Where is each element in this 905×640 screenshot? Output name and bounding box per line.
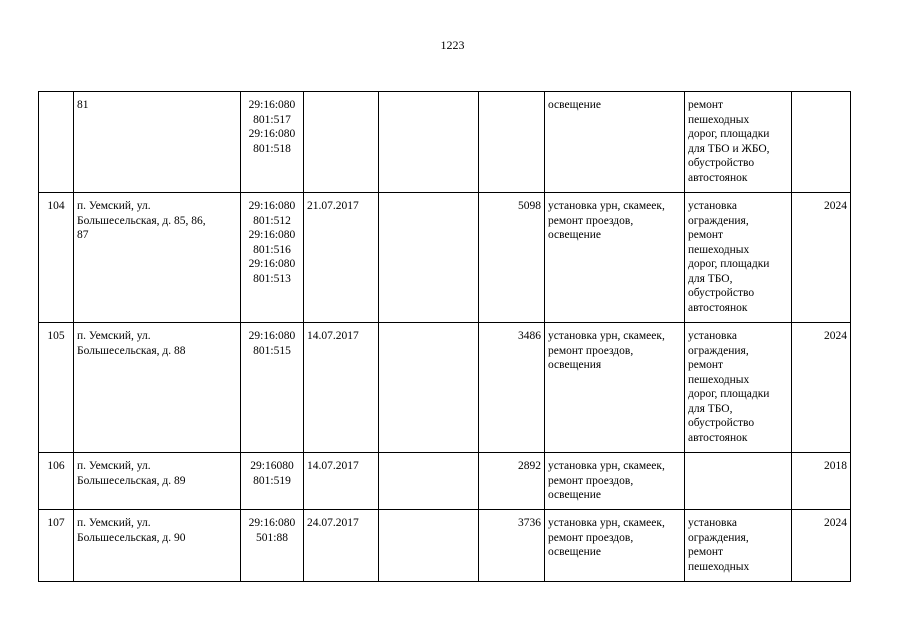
cell-additional-works-line: для ТБО,: [688, 272, 733, 285]
cell-additional-works-line: дорог, площадки: [688, 258, 770, 270]
cell-year: 2024: [792, 193, 851, 323]
cell-additional-works-line: обустройство: [688, 287, 755, 299]
cell-additional-works-line: обустройство: [688, 157, 755, 169]
cell-cadastral-number-line: 29:16:080: [248, 258, 296, 270]
cell-additional-works-line: установка: [688, 517, 737, 529]
cell-additional-works-line: дорог, площадки: [688, 128, 770, 140]
cell-planned-works-line: освещение: [548, 229, 601, 241]
cell-empty: [379, 323, 479, 453]
cell-additional-works-line: пешеходных: [688, 113, 750, 126]
cell-year: [792, 92, 851, 193]
cell-additional-works: [685, 453, 792, 510]
cell-cadastral-number: [241, 453, 304, 510]
cell-cadastral-number-line: 29:16:080: [248, 99, 296, 111]
cell-cadastral-number-line: 801:512: [253, 214, 291, 227]
cell-additional-works: [685, 510, 792, 582]
cell-planned-works-line: освещение: [548, 489, 601, 501]
cell-cadastral-number-line: 801:513: [253, 272, 291, 285]
cell-empty: [379, 510, 479, 582]
cell-area: [479, 92, 545, 193]
cell-additional-works-line: установка: [688, 330, 737, 342]
cell-address: [74, 193, 241, 323]
cell-address-line: п. Уемский, ул.: [77, 460, 151, 472]
cell-cadastral-number-line: 29:16:080: [248, 229, 296, 241]
cell-address: [74, 323, 241, 453]
cell-additional-works-line: автостоянок: [688, 171, 748, 184]
cell-address: [74, 453, 241, 510]
cell-additional-works-line: ремонт: [688, 99, 724, 111]
cell-additional-works-line: обустройство: [688, 417, 755, 429]
cell-planned-works-line: установка урн, скамеек,: [548, 200, 665, 212]
cell-planned-works: [545, 510, 685, 582]
cell-planned-works-line: ремонт проездов,: [548, 474, 634, 487]
cell-planned-works-line: освещение: [548, 99, 601, 111]
cell-planned-works-line: установка урн, скамеек,: [548, 460, 665, 472]
objects-table: [38, 91, 851, 582]
cell-address-line: Большесельская, д. 88: [77, 344, 186, 357]
cell-additional-works-line: автостоянок: [688, 431, 748, 444]
cell-cadastral-number-line: 801:516: [253, 243, 291, 256]
table-row: [39, 510, 851, 582]
cell-address-line: п. Уемский, ул.: [77, 517, 151, 529]
cell-additional-works-line: установка: [688, 200, 737, 212]
cell-address: [74, 92, 241, 193]
cell-additional-works-line: для ТБО и ЖБО,: [688, 142, 770, 155]
cell-number: 106: [39, 453, 74, 510]
cell-additional-works-line: пешеходных: [688, 560, 750, 573]
cell-cadastral-number-line: 29:16080: [250, 460, 294, 472]
cell-planned-works: [545, 323, 685, 453]
cell-date: 24.07.2017: [304, 510, 379, 582]
cell-additional-works-line: пешеходных: [688, 243, 750, 256]
cell-address-line: Большесельская, д. 90: [77, 531, 186, 544]
cell-planned-works: [545, 453, 685, 510]
cell-year: 2018: [792, 453, 851, 510]
cell-area: 3486: [479, 323, 545, 453]
cell-planned-works-line: ремонт проездов,: [548, 344, 634, 357]
cell-year: 2024: [792, 323, 851, 453]
cell-additional-works-line: ограждения,: [688, 214, 749, 227]
cell-additional-works-line: ремонт: [688, 546, 724, 558]
cell-planned-works-line: ремонт проездов,: [548, 214, 634, 227]
cell-cadastral-number-line: 29:16:080: [248, 517, 296, 529]
cell-cadastral-number-line: 501:88: [256, 531, 288, 544]
table-row: [39, 193, 851, 323]
cell-empty: [379, 453, 479, 510]
cell-area: 3736: [479, 510, 545, 582]
cell-cadastral-number-line: 801:515: [253, 344, 291, 357]
cell-address-line: 81: [77, 99, 89, 111]
table-row: [39, 323, 851, 453]
cell-planned-works-line: установка урн, скамеек,: [548, 330, 665, 342]
cell-additional-works-line: ремонт: [688, 229, 724, 241]
cell-area: 5098: [479, 193, 545, 323]
cell-additional-works: [685, 92, 792, 193]
cell-date: 21.07.2017: [304, 193, 379, 323]
cell-cadastral-number: [241, 510, 304, 582]
cell-number: 107: [39, 510, 74, 582]
cell-address-line: 87: [77, 229, 89, 241]
cell-empty: [379, 193, 479, 323]
cell-additional-works-line: пешеходных: [688, 373, 750, 386]
cell-address-line: п. Уемский, ул.: [77, 330, 151, 342]
cell-date: 14.07.2017: [304, 453, 379, 510]
page-number: 1223: [440, 38, 465, 52]
cell-address-line: п. Уемский, ул.: [77, 200, 151, 212]
cell-additional-works: [685, 193, 792, 323]
cell-cadastral-number: [241, 323, 304, 453]
cell-cadastral-number-line: 801:518: [253, 142, 291, 155]
cell-cadastral-number-line: 29:16:080: [248, 128, 296, 140]
cell-planned-works-line: ремонт проездов,: [548, 531, 634, 544]
cell-year: 2024: [792, 510, 851, 582]
cell-date: 14.07.2017: [304, 323, 379, 453]
cell-cadastral-number-line: 29:16:080: [248, 330, 296, 342]
cell-planned-works-line: освещения: [548, 359, 602, 371]
cell-cadastral-number-line: 29:16:080: [248, 200, 296, 212]
cell-number: [39, 92, 74, 193]
cell-additional-works-line: дорог, площадки: [688, 388, 770, 400]
cell-planned-works-line: установка урн, скамеек,: [548, 517, 665, 529]
cell-number: 104: [39, 193, 74, 323]
cell-date: [304, 92, 379, 193]
cell-additional-works-line: автостоянок: [688, 301, 748, 314]
table-row: [39, 92, 851, 193]
cell-address: [74, 510, 241, 582]
cell-cadastral-number: [241, 193, 304, 323]
cell-planned-works: [545, 193, 685, 323]
cell-planned-works: [545, 92, 685, 193]
table-row: [39, 453, 851, 510]
cell-additional-works-line: для ТБО,: [688, 402, 733, 415]
cell-cadastral-number: [241, 92, 304, 193]
cell-additional-works-line: ремонт: [688, 359, 724, 371]
cell-cadastral-number-line: 801:517: [253, 113, 291, 126]
cell-empty: [379, 92, 479, 193]
cell-area: 2892: [479, 453, 545, 510]
cell-additional-works-line: ограждения,: [688, 344, 749, 357]
cell-address-line: Большесельская, д. 85, 86,: [77, 214, 206, 227]
cell-cadastral-number-line: 801:519: [253, 474, 291, 487]
cell-planned-works-line: освещение: [548, 546, 601, 558]
cell-additional-works-line: ограждения,: [688, 531, 749, 544]
cell-additional-works: [685, 323, 792, 453]
cell-address-line: Большесельская, д. 89: [77, 474, 186, 487]
cell-number: 105: [39, 323, 74, 453]
